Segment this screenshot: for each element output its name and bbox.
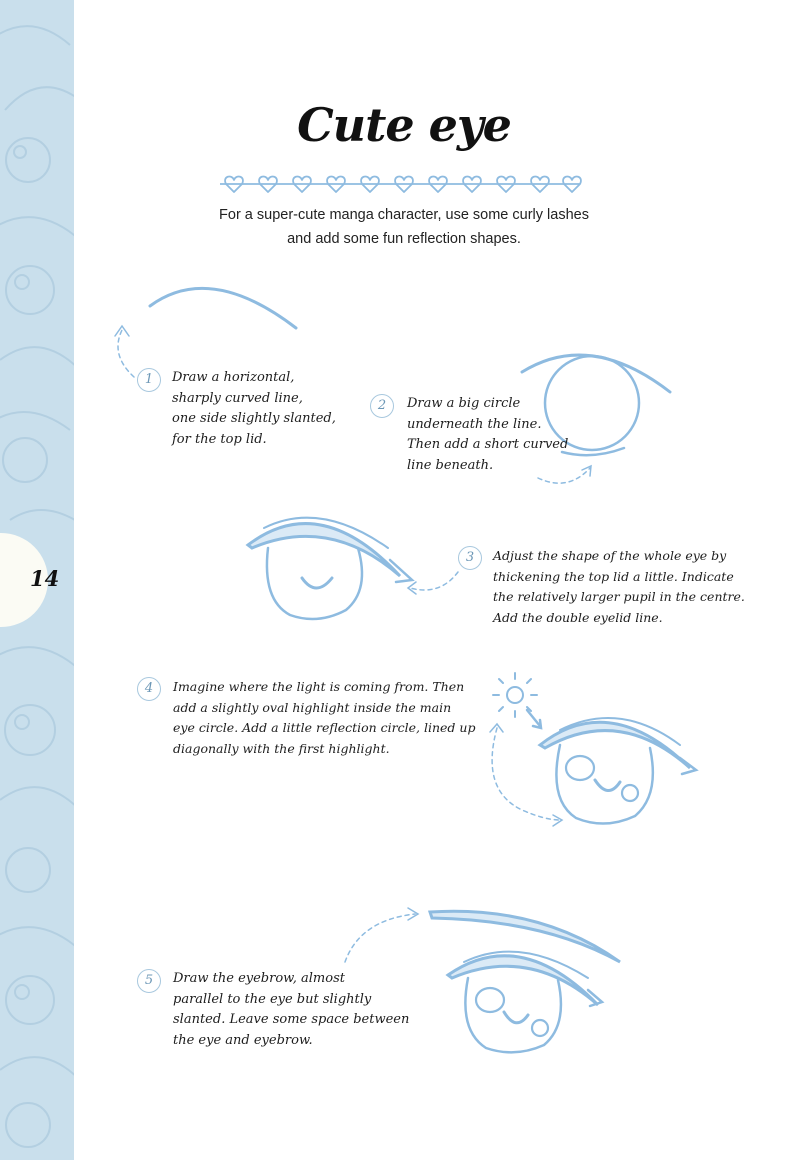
intro-line-1: For a super-cute manga character, use some curly lashes xyxy=(219,207,589,223)
step-3-badge: 3 xyxy=(458,546,482,570)
step1-dashed-arrow xyxy=(118,330,134,377)
step3-dashed-arrow xyxy=(410,572,458,590)
page-title: Cute eye xyxy=(297,98,511,152)
step-2-badge: 2 xyxy=(370,394,394,418)
step-1-text: Draw a horizontal, sharply curved line, one side slightly slanted, for the top lid. xyxy=(172,370,336,447)
step-4-text: Imagine where the light is coming from. Then add a slightly oval highlight inside the main eye circle. Add a little reflection circle, lined up diagonally with the first highlight. xyxy=(173,679,476,756)
step5-eyebrow xyxy=(430,911,620,962)
step-5-text: Draw the eyebrow, almost parallel to the eye but slightly slanted. Leave some space between the eye and eyebrow. xyxy=(173,971,410,1048)
step1-top-lid-sketch xyxy=(150,288,296,328)
step-5-badge: 5 xyxy=(137,969,161,993)
step5-eye-circle xyxy=(465,978,561,1052)
step2-top-lid-sketch xyxy=(522,355,670,392)
step3-pupil xyxy=(302,578,332,588)
step4-reflection xyxy=(622,785,638,801)
sun-icon xyxy=(507,687,523,703)
step-1-badge: 1 xyxy=(137,368,161,392)
step4-highlight xyxy=(566,756,594,780)
step5-dashed-arrow xyxy=(345,914,415,962)
step3-thick-lid xyxy=(248,524,400,576)
page-number: 14 xyxy=(30,566,60,591)
step5-thick-lid xyxy=(448,956,598,1005)
step-2-text: Draw a big circle underneath the line. Then add a short curved line beneath. xyxy=(407,396,569,473)
step4-eye-circle xyxy=(556,745,652,824)
step-4-badge: 4 xyxy=(137,677,161,701)
intro-line-2: and add some fun reflection shapes. xyxy=(287,231,521,247)
step-3-text: Adjust the shape of the whole eye by thickening the top lid a little. Indicate the relatively larger pupil in the centre. Add the double eyelid line. xyxy=(493,548,745,625)
step3-eye-circle xyxy=(267,548,362,619)
